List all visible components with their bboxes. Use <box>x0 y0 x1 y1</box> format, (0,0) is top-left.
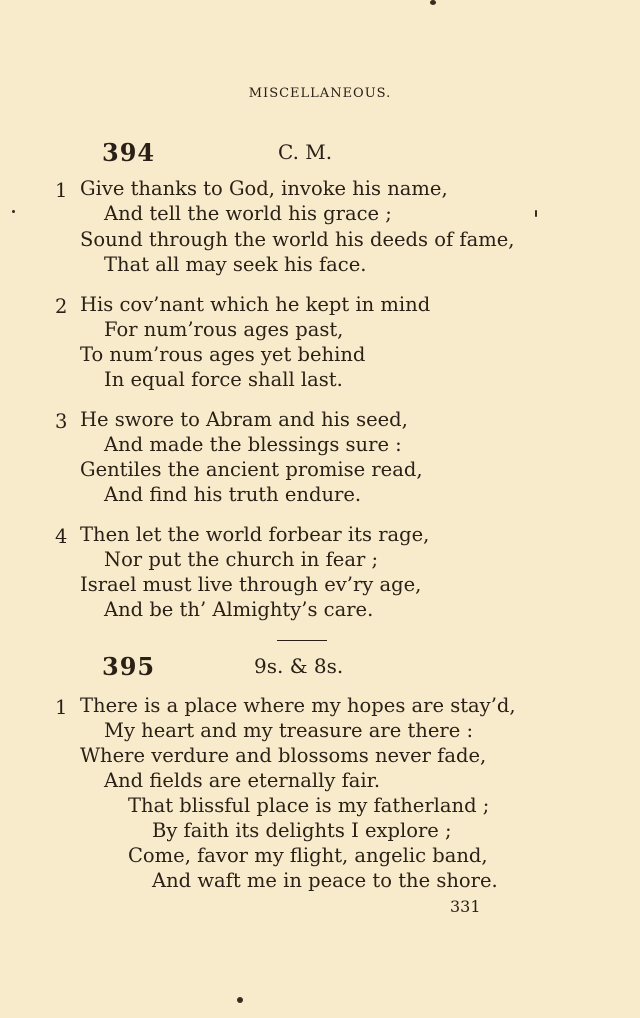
verse-line: Come, favor my flight, angelic band, <box>128 844 488 867</box>
hymn-divider <box>277 640 327 641</box>
verse-line: There is a place where my hopes are stay’d, <box>80 694 516 717</box>
verse-line: And find his truth endure. <box>104 483 362 506</box>
verse-line: His cov’nant which he kept in mind <box>80 293 431 316</box>
verse-line: And waft me in peace to the shore. <box>152 869 498 892</box>
running-header: MISCELLANEOUS. <box>248 86 392 101</box>
hymn-number: 394 <box>102 138 156 167</box>
verse-line: That blissful place is my fatherland ; <box>128 794 490 817</box>
verse-line: To num’rous ages yet behind <box>80 343 366 366</box>
ink-speck <box>535 210 537 217</box>
verse-line: Nor put the church in fear ; <box>104 548 379 571</box>
verse-line: Israel must live through ev’ry age, <box>80 573 422 596</box>
verse-line: And made the blessings sure : <box>104 433 402 456</box>
verse-line: And fields are eternally fair. <box>104 769 381 792</box>
verse-line: My heart and my treasure are there : <box>104 719 474 742</box>
hymn-number: 395 <box>102 652 156 681</box>
verse-line: He swore to Abram and his seed, <box>80 408 408 431</box>
verse-number: 3 <box>55 410 68 433</box>
verse-line: Give thanks to God, invoke his name, <box>80 177 448 200</box>
hymn-meter: C. M. <box>278 140 333 164</box>
verse-line: And tell the world his grace ; <box>104 202 392 225</box>
verse-line: Where verdure and blossoms never fade, <box>80 744 487 767</box>
verse-line: Then let the world forbear its rage, <box>80 523 430 546</box>
verse-number: 4 <box>55 525 68 548</box>
hymn-meter: 9s. & 8s. <box>254 654 344 678</box>
verse-number: 1 <box>55 696 68 719</box>
verse-line: Sound through the world his deeds of fame, <box>80 228 515 251</box>
verse-line: That all may seek his face. <box>104 253 367 276</box>
page-number: 331 <box>450 897 481 916</box>
verse-line: In equal force shall last. <box>104 368 343 391</box>
verse-line: Gentiles the ancient promise read, <box>80 458 423 481</box>
verse-number: 2 <box>55 295 68 318</box>
verse-number: 1 <box>55 179 68 202</box>
verse-line: For num’rous ages past, <box>104 318 344 341</box>
verse-line: And be th’ Almighty’s care. <box>104 598 374 621</box>
ink-speck <box>430 0 436 5</box>
ink-speck <box>12 210 15 213</box>
verse-line: By faith its delights I explore ; <box>152 819 452 842</box>
ink-speck <box>237 997 243 1003</box>
